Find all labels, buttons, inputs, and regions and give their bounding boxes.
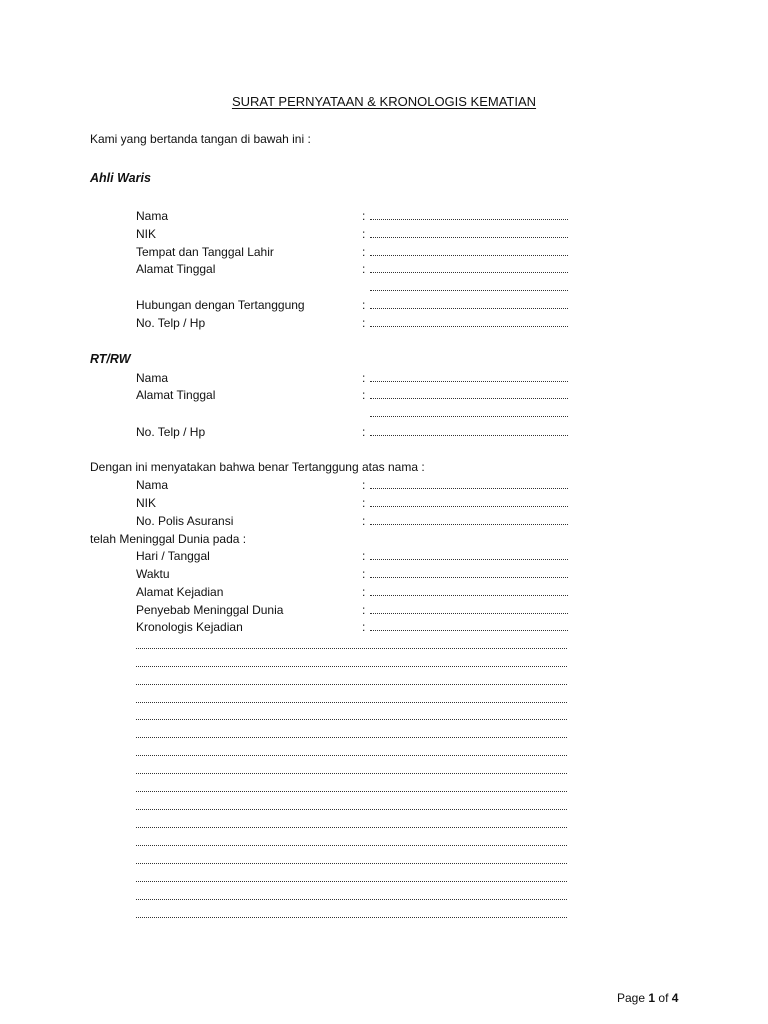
field-ahli-waris-nik[interactable] [370,237,568,238]
kronologis-line[interactable] [136,899,567,900]
page-number [617,991,678,1005]
field-waktu[interactable] [370,577,568,578]
field-tertanggung-nama[interactable] [370,488,568,489]
kronologis-line[interactable] [136,917,567,918]
colon: : [362,316,366,330]
label-alamat-kejadian: Alamat Kejadian [136,585,224,599]
kronologis-line[interactable] [136,881,567,882]
field-rtrw-alamat-line-2[interactable] [370,416,568,417]
kronologis-line[interactable] [136,648,567,649]
kronologis-line[interactable] [136,719,567,720]
label-kronologis: Kronologis Kejadian [136,620,243,634]
colon: : [362,603,366,617]
field-alamat-kejadian[interactable] [370,595,568,596]
colon: : [362,478,366,492]
kronologis-line[interactable] [136,773,567,774]
label-rtrw-nama: Nama [136,371,169,385]
page-total: 4 [671,991,679,1005]
kronologis-line[interactable] [136,845,567,846]
colon: : [362,549,366,563]
page-word: Page [617,991,646,1005]
field-kronologis[interactable] [370,630,568,631]
colon: : [362,209,366,223]
field-hari-tanggal[interactable] [370,559,568,560]
label-hari-tanggal: Hari / Tanggal [136,549,210,563]
colon: : [362,388,366,402]
colon: : [362,371,366,385]
field-penyebab[interactable] [370,613,568,614]
intro-text: Kami yang bertanda tangan di bawah ini : [90,132,311,146]
colon: : [362,262,366,276]
field-ahli-waris-hubungan[interactable] [370,308,568,309]
field-rtrw-nama[interactable] [370,381,568,382]
field-ahli-waris-ttl[interactable] [370,255,568,256]
field-ahli-waris-alamat-line-2[interactable] [370,290,568,291]
kronologis-line[interactable] [136,702,567,703]
label-ahli-waris-telp: No. Telp / Hp [136,316,206,330]
colon: : [362,298,366,312]
label-ahli-waris-alamat: Alamat Tinggal [136,262,216,276]
colon: : [362,496,366,510]
kronologis-line[interactable] [136,684,567,685]
colon: : [362,585,366,599]
field-ahli-waris-alamat[interactable] [370,272,568,273]
kronologis-line[interactable] [136,809,567,810]
label-polis: No. Polis Asuransi [136,514,234,528]
kronologis-line[interactable] [136,791,567,792]
colon: : [362,514,366,528]
kronologis-line[interactable] [136,863,567,864]
label-ahli-waris-nama: Nama [136,209,169,223]
section-heading-rtrw: RT/RW [90,352,131,366]
label-tertanggung-nik: NIK [136,496,157,510]
label-ahli-waris-nik: NIK [136,227,157,241]
colon: : [362,567,366,581]
label-tertanggung-nama: Nama [136,478,169,492]
field-ahli-waris-telp[interactable] [370,326,568,327]
field-polis[interactable] [370,524,568,525]
kronologis-line[interactable] [136,737,567,738]
label-ahli-waris-hubungan: Hubungan dengan Tertanggung [136,298,305,312]
statement-intro: Dengan ini menyatakan bahwa benar Tertanggung atas nama : [90,460,425,474]
kronologis-line[interactable] [136,755,567,756]
label-ahli-waris-ttl: Tempat dan Tanggal Lahir [136,245,274,259]
document-title: SURAT PERNYATAAN & KRONOLOGIS KEMATIAN [231,94,537,109]
field-ahli-waris-nama[interactable] [370,219,568,220]
kronologis-line[interactable] [136,827,567,828]
label-waktu: Waktu [136,567,170,581]
label-penyebab: Penyebab Meninggal Dunia [136,603,284,617]
colon: : [362,425,366,439]
colon: : [362,245,366,259]
colon: : [362,620,366,634]
page-of-word: of [658,991,669,1005]
page-current: 1 [648,991,656,1005]
death-intro: telah Meninggal Dunia pada : [90,532,247,546]
section-heading-ahli-waris: Ahli Waris [90,171,151,185]
field-rtrw-telp[interactable] [370,435,568,436]
label-rtrw-alamat: Alamat Tinggal [136,388,216,402]
kronologis-line[interactable] [136,666,567,667]
field-rtrw-alamat[interactable] [370,398,568,399]
colon: : [362,227,366,241]
label-rtrw-telp: No. Telp / Hp [136,425,206,439]
field-tertanggung-nik[interactable] [370,506,568,507]
